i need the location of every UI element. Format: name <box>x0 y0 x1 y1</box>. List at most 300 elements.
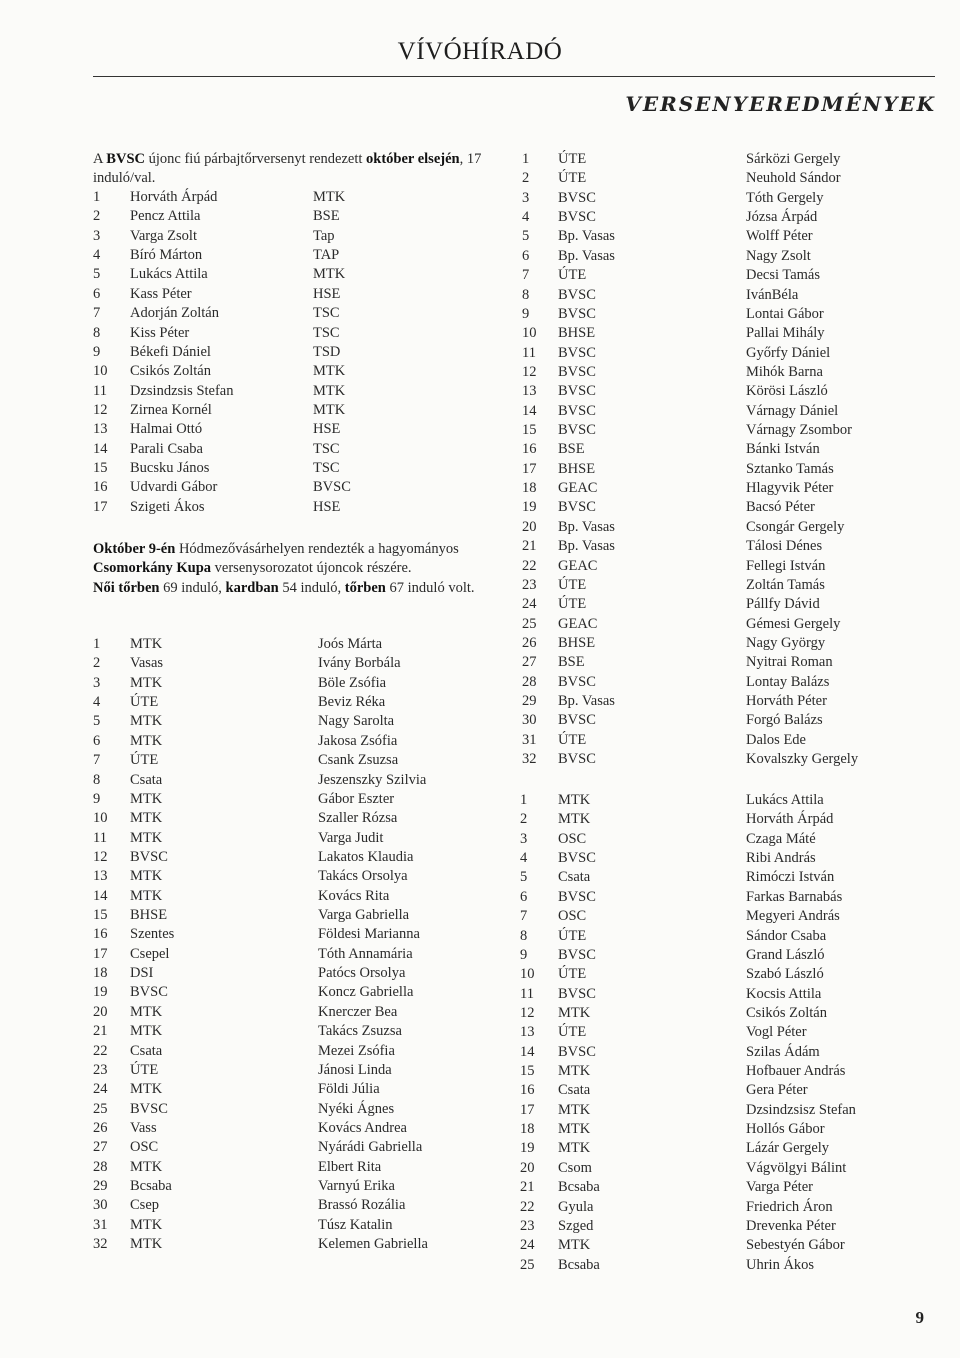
rank-cell: 17 <box>93 945 108 962</box>
club-cell: Bp. Vasas <box>558 228 615 245</box>
club-cell: BVSC <box>558 1043 596 1060</box>
club-cell: ÚTE <box>558 576 587 593</box>
rank-cell: 1 <box>93 636 101 652</box>
club-cell: BVSC <box>558 673 596 690</box>
club-cell: Csepel <box>130 945 170 962</box>
club-cell: BVSC <box>313 479 351 496</box>
rank-cell: 17 <box>93 498 108 515</box>
weapon-label: kardban <box>225 579 279 596</box>
club-cell: MTK <box>130 1216 163 1233</box>
club-cell: BVSC <box>558 850 596 867</box>
rank-cell: 16 <box>93 926 108 943</box>
rank-cell: 13 <box>520 1024 535 1041</box>
rank-cell: 25 <box>93 1100 108 1117</box>
club-cell: BVSC <box>558 286 596 303</box>
magazine-title: VÍVÓHÍRADÓ <box>397 38 563 65</box>
name-cell: Nagy Sarolta <box>318 713 395 730</box>
name-cell: Uhrin Ákos <box>746 1256 815 1273</box>
rank-cell: 31 <box>522 731 537 748</box>
club-cell: Bcsaba <box>130 1178 172 1195</box>
club-cell: MTK <box>130 636 163 652</box>
rank-cell: 8 <box>522 286 530 303</box>
weapon-label: Női tőrben <box>93 579 160 596</box>
name-cell: Földesi Marianna <box>318 926 420 943</box>
csomorkany-intro <box>93 540 513 598</box>
name-cell: Nagy Zsolt <box>746 247 811 264</box>
name-cell: Várnagy Zsombor <box>746 422 852 439</box>
name-cell: Hlagyvik Péter <box>746 480 834 497</box>
boys-intro <box>93 150 513 189</box>
name-cell: Neuhold Sándor <box>746 170 841 187</box>
club-cell: ÚTE <box>558 966 587 983</box>
club-cell: MTK <box>130 887 163 904</box>
intro-text: versenysorozatot újoncok részére. <box>211 560 412 577</box>
name-cell: Kovács Andrea <box>318 1120 407 1136</box>
name-cell: Nyitrai Roman <box>746 654 833 671</box>
club-cell: MTK <box>558 1140 591 1157</box>
club-cell: Bp. Vasas <box>558 538 615 555</box>
club-cell: BSE <box>558 654 585 671</box>
rank-cell: 18 <box>520 1121 535 1138</box>
rank-cell: 25 <box>522 615 537 632</box>
club-cell: BVSC <box>558 209 596 226</box>
rank-cell: 21 <box>522 538 537 555</box>
name-cell: Lakatos Klaudia <box>318 848 414 865</box>
club-cell: Szged <box>558 1217 594 1234</box>
club-cell: Bp. Vasas <box>558 693 615 710</box>
rank-cell: 14 <box>522 402 537 419</box>
club-cell: BHSE <box>130 907 168 924</box>
rank-cell: 30 <box>522 712 537 729</box>
name-cell: Dzsindzsisz Stefan <box>746 1101 856 1118</box>
name-cell: Brassó Rozália <box>318 1197 406 1214</box>
name-cell: Szigeti Ákos <box>130 498 205 515</box>
rank-cell: 23 <box>93 1061 108 1078</box>
rank-cell: 3 <box>520 830 528 847</box>
name-cell: Lukács Attila <box>130 266 208 283</box>
name-cell: Bucsku János <box>130 460 210 477</box>
club-cell: ÚTE <box>558 151 587 167</box>
name-cell: Józsa Árpád <box>746 209 818 226</box>
name-cell: Varnyú Erika <box>318 1178 395 1195</box>
club-cell: OSC <box>130 1139 159 1156</box>
name-cell: Jakosa Zsófia <box>318 732 398 749</box>
header-rule <box>93 76 935 77</box>
club-cell: Csata <box>558 869 591 886</box>
club-cell: ÚTE <box>558 731 587 748</box>
club-cell: ÚTE <box>558 927 587 944</box>
club-cell: Tap <box>313 227 335 244</box>
club-cell: MTK <box>130 732 163 749</box>
rank-cell: 24 <box>93 1081 108 1098</box>
intro-club: BVSC <box>106 151 145 167</box>
club-cell: MTK <box>313 189 346 205</box>
club-cell: Bp. Vasas <box>558 247 615 264</box>
club-cell: Csata <box>130 771 163 788</box>
name-cell: Decsi Tamás <box>746 267 821 284</box>
rank-cell: 15 <box>522 422 537 439</box>
rank-cell: 9 <box>520 946 528 963</box>
club-cell: MTK <box>130 1003 163 1020</box>
club-cell: HSE <box>313 285 341 302</box>
rank-cell: 31 <box>93 1216 108 1233</box>
rank-cell: 22 <box>522 557 537 574</box>
name-cell: Kovalszky Gergely <box>746 751 859 768</box>
name-cell: Gémesi Gergely <box>746 615 841 632</box>
club-cell: BVSC <box>558 344 596 361</box>
rank-cell: 8 <box>93 324 101 341</box>
club-cell: MTK <box>558 811 591 828</box>
name-cell: Szabó László <box>746 966 824 983</box>
name-cell: Mihók Barna <box>746 363 823 380</box>
club-cell: HSE <box>313 498 341 515</box>
club-cell: DSI <box>130 965 154 982</box>
intro-text: A <box>93 151 107 167</box>
name-cell: Szaller Rózsa <box>318 810 398 827</box>
name-cell: Nagy György <box>746 635 826 651</box>
rank-cell: 19 <box>522 499 537 516</box>
rank-cell: 9 <box>93 343 101 360</box>
club-cell: MTK <box>130 674 163 691</box>
name-cell: Szilas Ádám <box>746 1043 820 1060</box>
club-cell: Gyula <box>558 1198 594 1215</box>
name-cell: Hollós Gábor <box>746 1121 825 1138</box>
club-cell: BVSC <box>130 1100 168 1117</box>
name-cell: Dalos Ede <box>746 731 806 748</box>
club-cell: MTK <box>558 1237 591 1254</box>
rank-cell: 27 <box>522 654 537 671</box>
rank-cell: 11 <box>93 829 107 846</box>
name-cell: Horváth Árpád <box>746 811 834 828</box>
name-cell: Varga Péter <box>746 1179 813 1196</box>
rank-cell: 15 <box>93 907 108 924</box>
name-cell: Gera Péter <box>746 1082 808 1099</box>
name-cell: Beviz Réka <box>318 694 386 711</box>
intro-text: 69 induló, <box>159 579 226 596</box>
club-cell: TSC <box>313 324 340 341</box>
club-cell: BVSC <box>558 402 596 419</box>
name-cell: Koncz Gabriella <box>318 984 414 1001</box>
club-cell: GEAC <box>558 480 598 497</box>
club-cell: MTK <box>558 1063 591 1080</box>
name-cell: Vágvölgyi Bálint <box>746 1159 847 1176</box>
rank-cell: 6 <box>93 732 101 749</box>
name-cell: Hofbauer András <box>746 1063 846 1080</box>
rank-cell: 32 <box>522 751 537 768</box>
club-cell: MTK <box>313 382 346 399</box>
club-cell: ÚTE <box>130 694 159 711</box>
club-cell: ÚTE <box>558 267 587 284</box>
club-cell: BVSC <box>130 984 168 1001</box>
name-cell: Nyéki Ágnes <box>318 1100 395 1117</box>
name-cell: Kass Péter <box>130 285 192 302</box>
name-cell: Wolff Péter <box>746 228 813 245</box>
name-cell: Tóth Annamária <box>318 945 413 962</box>
name-cell: Kocsis Attila <box>746 985 822 1002</box>
rank-cell: 6 <box>522 247 530 264</box>
club-cell: MTK <box>130 1236 163 1253</box>
rank-cell: 2 <box>522 170 530 187</box>
intro-text: 67 induló volt. <box>385 579 475 596</box>
club-cell: MTK <box>130 713 163 730</box>
name-cell: Sándor Csaba <box>746 927 827 944</box>
club-cell: Bcsaba <box>558 1256 600 1273</box>
rank-cell: 19 <box>93 984 108 1001</box>
club-cell: ÚTE <box>558 1024 587 1041</box>
name-cell: Patócs Orsolya <box>318 965 406 982</box>
name-cell: Rimóczi István <box>746 869 835 886</box>
name-cell: Takács Orsolya <box>318 868 408 885</box>
name-cell: Adorján Zoltán <box>130 305 219 322</box>
club-cell: Vass <box>130 1120 157 1136</box>
rank-cell: 22 <box>93 1042 108 1059</box>
rank-cell: 15 <box>520 1063 535 1080</box>
rank-cell: 16 <box>520 1082 535 1099</box>
rank-cell: 8 <box>93 771 101 788</box>
rank-cell: 11 <box>93 382 107 399</box>
club-cell: BVSC <box>558 422 596 439</box>
name-cell: Nyárádi Gabriella <box>318 1139 423 1156</box>
intro-text: , 17 induló/val. <box>93 151 482 187</box>
name-cell: Gábor Eszter <box>318 790 395 807</box>
name-cell: Csikós Zoltán <box>746 1004 827 1021</box>
rank-cell: 13 <box>93 868 108 885</box>
club-cell: BVSC <box>558 712 596 729</box>
name-cell: Békefi Dániel <box>130 343 211 360</box>
name-cell: Böle Zsófia <box>318 674 387 691</box>
rank-cell: 32 <box>93 1236 108 1253</box>
name-cell: Horváth Árpád <box>130 189 218 205</box>
rank-cell: 3 <box>522 189 530 206</box>
rank-cell: 14 <box>93 440 108 457</box>
rank-cell: 9 <box>93 790 101 807</box>
name-cell: Mezei Zsófia <box>318 1042 395 1059</box>
club-cell: BVSC <box>130 848 168 865</box>
club-cell: Bp. Vasas <box>558 518 615 535</box>
club-cell: Vasas <box>130 655 164 672</box>
name-cell: Pencz Attila <box>130 208 201 225</box>
rank-cell: 10 <box>520 966 535 983</box>
rank-cell: 23 <box>520 1217 535 1234</box>
name-cell: Pállfy Dávid <box>746 596 820 613</box>
name-cell: Elbert Rita <box>318 1158 382 1175</box>
name-cell: Sztanko Tamás <box>746 460 834 477</box>
name-cell: Várnagy Dániel <box>746 402 839 419</box>
name-cell: Ivány Borbála <box>318 655 401 672</box>
club-cell: BVSC <box>558 305 596 322</box>
name-cell: Győrfy Dániel <box>746 344 831 361</box>
club-cell: ÚTE <box>558 596 587 613</box>
name-cell: Varga Zsolt <box>130 227 197 244</box>
name-cell: Zoltán Tamás <box>746 576 825 593</box>
name-cell: Horváth Péter <box>746 693 827 710</box>
rank-cell: 7 <box>93 305 101 322</box>
rank-cell: 4 <box>93 247 101 264</box>
intro-text: újonc fiú párbajtőrversenyt rendezett <box>144 151 367 167</box>
rank-cell: 20 <box>522 518 537 535</box>
name-cell: Lukács Attila <box>746 792 824 808</box>
rank-cell: 10 <box>522 325 537 342</box>
rank-cell: 7 <box>93 752 101 769</box>
name-cell: Kovács Rita <box>318 887 390 904</box>
rank-cell: 1 <box>522 151 530 167</box>
club-cell: BVSC <box>558 888 596 905</box>
name-cell: Czaga Máté <box>746 830 816 847</box>
name-cell: Bíró Márton <box>130 247 203 264</box>
club-cell: MTK <box>558 792 591 808</box>
name-cell: Jeszenszky Szilvia <box>318 771 427 788</box>
rank-cell: 5 <box>522 228 530 245</box>
name-cell: Vogl Péter <box>746 1024 807 1041</box>
club-cell: MTK <box>130 1081 163 1098</box>
club-cell: MTK <box>313 363 346 380</box>
club-cell: ÚTE <box>558 170 587 187</box>
name-cell: Farkas Barnabás <box>746 888 843 905</box>
club-cell: BHSE <box>558 460 596 477</box>
rank-cell: 10 <box>93 810 108 827</box>
rank-cell: 4 <box>522 209 530 226</box>
rank-cell: 3 <box>93 674 101 691</box>
rank-cell: 20 <box>93 1003 108 1020</box>
club-cell: ÚTE <box>130 752 159 769</box>
name-cell: Halmai Ottó <box>130 421 203 438</box>
rank-cell: 18 <box>93 965 108 982</box>
name-cell: Varga Judit <box>318 829 384 846</box>
rank-cell: 17 <box>520 1101 535 1118</box>
rank-cell: 23 <box>522 576 537 593</box>
club-cell: BVSC <box>558 751 596 768</box>
club-cell: BHSE <box>558 325 596 342</box>
rank-cell: 25 <box>520 1256 535 1273</box>
club-cell: TAP <box>313 247 340 264</box>
rank-cell: 16 <box>522 441 537 458</box>
name-cell: IvánBéla <box>746 286 799 303</box>
club-cell: OSC <box>558 830 587 847</box>
name-cell: Udvardi Gábor <box>130 479 218 496</box>
name-cell: Grand László <box>746 946 825 963</box>
club-cell: MTK <box>313 266 346 283</box>
name-cell: Friedrich Áron <box>746 1198 833 1215</box>
rank-cell: 1 <box>520 792 528 808</box>
club-cell: TSC <box>313 440 340 457</box>
club-cell: GEAC <box>558 615 598 632</box>
name-cell: Túsz Katalin <box>318 1216 393 1233</box>
rank-cell: 29 <box>93 1178 108 1195</box>
rank-cell: 21 <box>93 1023 108 1040</box>
club-cell: BVSC <box>558 985 596 1002</box>
name-cell: Csikós Zoltán <box>130 363 211 380</box>
club-cell: GEAC <box>558 557 598 574</box>
intro-text: Hódmezővásárhelyen rendezték a hagyományos <box>175 541 459 557</box>
rank-cell: 4 <box>93 694 101 711</box>
rank-cell: 5 <box>93 713 101 730</box>
rank-cell: 7 <box>520 908 528 925</box>
rank-cell: 11 <box>522 344 536 361</box>
rank-cell: 24 <box>522 596 537 613</box>
club-cell: BSE <box>313 208 340 225</box>
name-cell: Varga Gabriella <box>318 907 410 924</box>
club-cell: Csata <box>130 1042 163 1059</box>
rank-cell: 14 <box>520 1043 535 1060</box>
name-cell: Kiss Péter <box>130 324 190 341</box>
name-cell: Dzsindzsis Stefan <box>130 382 234 399</box>
club-cell: MTK <box>130 1158 163 1175</box>
rank-cell: 16 <box>93 479 108 496</box>
name-cell: Sárközi Gergely <box>746 151 841 167</box>
rank-cell: 22 <box>520 1198 535 1215</box>
name-cell: Fellegi István <box>746 557 826 574</box>
rank-cell: 28 <box>93 1158 108 1175</box>
rank-cell: 9 <box>522 305 530 322</box>
club-cell: BVSC <box>558 499 596 516</box>
club-cell: TSC <box>313 305 340 322</box>
weapon-label: tőrben <box>344 579 386 596</box>
rank-cell: 12 <box>93 848 108 865</box>
club-cell: MTK <box>313 401 346 418</box>
club-cell: MTK <box>130 790 163 807</box>
rank-cell: 19 <box>520 1140 535 1157</box>
club-cell: BVSC <box>558 946 596 963</box>
name-cell: Sebestyén Gábor <box>746 1237 845 1254</box>
name-cell: Körösi László <box>746 383 828 400</box>
event-date: Október 9-én <box>93 541 176 557</box>
rank-cell: 2 <box>93 655 101 672</box>
rank-cell: 8 <box>520 927 528 944</box>
name-cell: Ribi András <box>746 850 816 867</box>
rank-cell: 15 <box>93 460 108 477</box>
rank-cell: 30 <box>93 1197 108 1214</box>
club-cell: Csom <box>558 1159 592 1176</box>
name-cell: Forgó Balázs <box>746 712 823 729</box>
club-cell: MTK <box>130 1023 163 1040</box>
club-cell: TSC <box>313 460 340 477</box>
name-cell: Lázár Gergely <box>746 1140 830 1157</box>
rank-cell: 2 <box>520 811 528 828</box>
club-cell: MTK <box>558 1101 591 1118</box>
rank-cell: 28 <box>522 673 537 690</box>
cup-name: Csomorkány Kupa <box>93 560 212 577</box>
rank-cell: 10 <box>93 363 108 380</box>
name-cell: Lontai Gábor <box>746 305 824 322</box>
club-cell: BVSC <box>558 189 596 206</box>
rank-cell: 17 <box>522 460 537 477</box>
club-cell: Csep <box>130 1197 159 1214</box>
name-cell: Knerczer Bea <box>318 1003 398 1020</box>
name-cell: Megyeri András <box>746 908 840 925</box>
club-cell: MTK <box>558 1121 591 1138</box>
intro-date: október elsején <box>366 151 460 167</box>
rank-cell: 2 <box>93 208 101 225</box>
club-cell: ÚTE <box>130 1061 159 1078</box>
rank-cell: 5 <box>93 266 101 283</box>
rank-cell: 18 <box>522 480 537 497</box>
name-cell: Pallai Mihály <box>746 325 825 342</box>
club-cell: TSD <box>313 343 341 360</box>
club-cell: BVSC <box>558 363 596 380</box>
rank-cell: 12 <box>522 363 537 380</box>
club-cell: BHSE <box>558 635 596 651</box>
name-cell: Takács Zsuzsa <box>318 1023 402 1040</box>
rank-cell: 29 <box>522 693 537 710</box>
rank-cell: 13 <box>522 383 537 400</box>
rank-cell: 26 <box>93 1120 108 1136</box>
name-cell: Parali Csaba <box>130 440 203 457</box>
name-cell: Csank Zsuzsa <box>318 752 399 769</box>
club-cell: OSC <box>558 908 587 925</box>
club-cell: Szentes <box>130 926 175 943</box>
name-cell: Csongár Gergely <box>746 518 845 535</box>
name-cell: Földi Júlia <box>318 1081 380 1098</box>
